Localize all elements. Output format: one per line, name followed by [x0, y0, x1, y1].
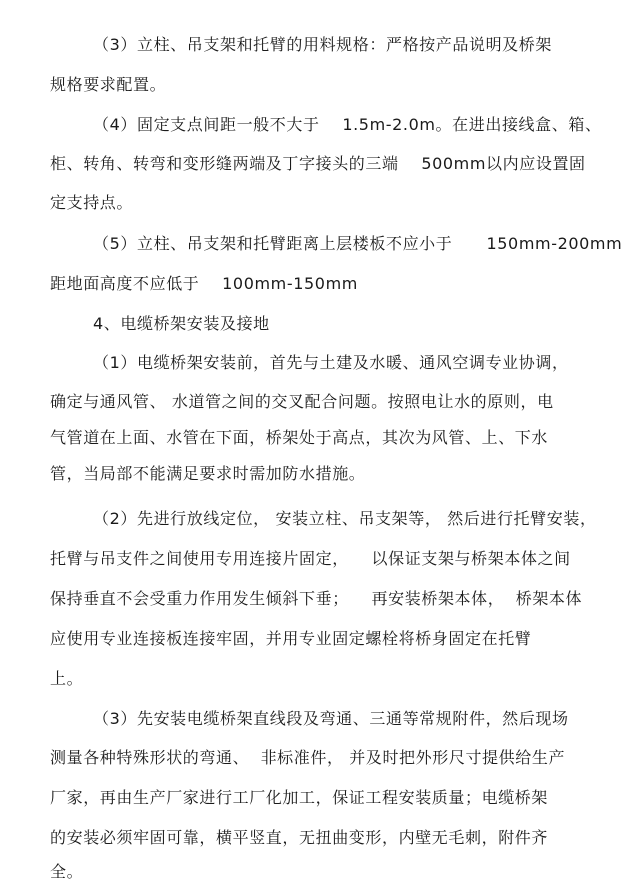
text-line: 厂家，再由生产厂家进行工厂化加工，保证工程安装质量；电缆桥架 — [50, 788, 549, 807]
text-line: 测量各种特殊形状的弯通、 非标准件， 并及时把外形尺寸提供给生产 — [50, 748, 566, 767]
text-line: （2）先进行放线定位， 安装立柱、吊支架等， 然后进行托臂安装， — [93, 509, 597, 528]
section-heading: 4、电缆桥架安装及接地 — [93, 314, 270, 333]
text-line: 应使用专业连接板连接牢固，并用专业固定螺栓将桥身固定在托臂 — [50, 629, 532, 648]
text-line: 托臂与吊支件之间使用专用连接片固定， 以保证支架与桥架本体之间 — [50, 549, 571, 568]
text-line: 管，当局部不能满足要求时需加防水措施。 — [50, 464, 366, 483]
text-line: （5）立柱、吊支架和托臂距离上层楼板不应小于 150mm-200mm — [93, 234, 623, 253]
text-line: 的安装必须牢固可靠，横平竖直，无扭曲变形，内壁无毛刺，附件齐 — [50, 828, 549, 847]
text-line: 定支持点。 — [50, 193, 134, 212]
text-line: 柜、转角、转弯和变形缝两端及丁字接头的三端 500mm以内应设置固 — [50, 154, 586, 173]
text-line: （3）立柱、吊支架和托臂的用料规格：严格按产品说明及桥架 — [93, 35, 552, 54]
text-line: （3）先安装电缆桥架直线段及弯通、三通等常规附件，然后现场 — [93, 709, 569, 728]
text-line: 保持垂直不会受重力作用发生倾斜下垂； 再安装桥架本体， 桥架本体 — [50, 589, 583, 608]
text-line: （4）固定支点间距一般不大于 1.5m-2.0m。在进出接线盒、箱、 — [93, 115, 602, 134]
text-line: （1）电缆桥架安装前，首先与土建及水暖、通风空调专业协调， — [93, 353, 569, 372]
text-line: 上。 — [50, 669, 84, 688]
text-line: 距地面高度不应低于 100mm-150mm — [50, 274, 358, 293]
text-line: 规格要求配置。 — [50, 75, 167, 94]
text-line: 全。 — [50, 862, 84, 881]
text-line: 确定与通风管、 水道管之间的交叉配合问题。按照电让水的原则，电 — [50, 392, 554, 411]
text-line: 气管道在上面、水管在下面，桥架处于高点，其次为风管、上、下水 — [50, 428, 549, 447]
